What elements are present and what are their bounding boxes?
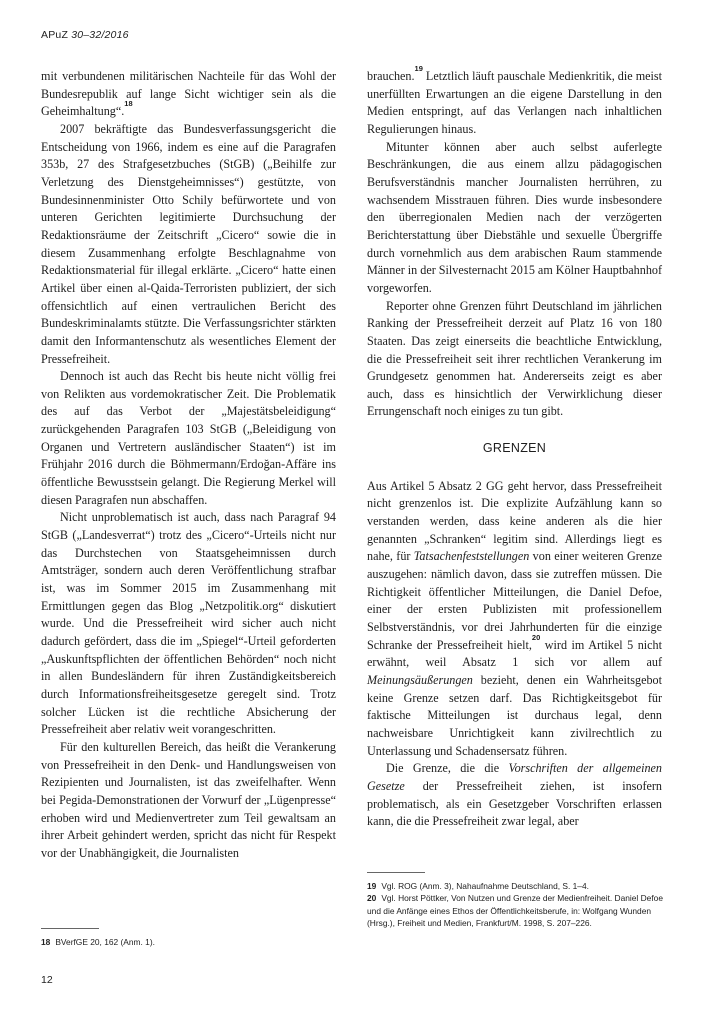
right-column	[367, 63, 663, 831]
paragraph: brauchen.$^{19}$ Letztlich läuft pauschale Medienkritik, die meist unerfüllten Erwartungen an die eigene Darstellung in den Medien entspringt, auf das Verlangen nach inhaltlichen Regulierungen hinaus.	[367, 63, 662, 136]
footnote-divider	[367, 872, 425, 873]
footnote: 20 Vgl. Horst Pöttker, Von Nutzen und Grenze der Medienfreiheit. Daniel Defoe und die Anfänge eines Ethos der Öffentlichkeitsberufe, in: Wolfgang Wunden (Hrsg.), Freiheit und Medien, Frankfurt/M. 1998, S. 207–226.	[367, 893, 663, 929]
paragraph: Nicht unproblematisch ist auch, dass nach Paragraf 94 StGB („Landesverrat“) trotz des „Cicero“-Urteils nicht nur das Durchstechen von Staatsgeheimnissen durch Amtsträger, sondern auch deren Veröffentlichung strafbar ist, was im Sommer 2015 im Zusammenhang mit Ermittlungen gegen das Blog „Netzpolitik.org“ diskutiert wurde. Und die Pressefreiheit wird sicher auch nicht dadurch gefördert, dass die im „Spiegel“-Urteil geforderten „Auskunftspflichten der öffentlichen Behörden“ noch nicht in allen Bundesländern für ihren Zuständigkeitsbereich durch Informationsfreiheitsgesetze geregelt sind. Trotz solcher Lücken ist die rechtliche Absicherung der Pressefreiheit aber relativ weit vorangeschritten.	[41, 510, 336, 737]
footnote-ref[interactable]: 20	[531, 632, 541, 642]
paragraph: Aus Artikel 5 Absatz 2 GG geht hervor, dass Pressefreiheit nicht grenzenlos ist. Die explizite Aufzählung kann so verstanden werden, dass keine anderen als die hier genannten „Schranken“ legitim sind. Allerdings liegt es nahe, für Tatsachenfeststellungen von einer weiteren Grenze auszugehen: nämlich davon, dass sie zutreffen müssen. Die Richtigkeit öffentlicher Mitteilungen, die Daniel Defoe, einer der ersten Publizisten mit professionellem Selbstverständnis, vor drei Jahrhunderten für die einzige Schranke der Pressefreiheit hielt,$^{20}$ wird im Artikel 5 nicht erwähnt, weil Absatz 1 sich vor allem auf Meinungsäußerungen bezieht, denen ein Wahrheitsgebot keine Grenze setzen darf. Das Richtigkeitsgebot für faktische Mitteilungen ist durchaus legal, denn nachweisbare Unrichtigkeit kann zivilrechtlich zu Unterlassung und Schadensersatz führen.	[367, 478, 662, 758]
paragraph: 2007 bekräftigte das Bundesverfassungsgericht die Entscheidung von 1966, indem es eine auf die Paragrafen 353b, 27 des Strafgesetzbuches (StGB) („Beihilfe zur Verletzung des Dienstgeheimnisses“) gestützte, von Bundesinnenminister Otto Schily befürwortete und von unteren Gerichten legitimierte Durchsuchung der Redaktionsräume der Zeitschrift „Cicero“ sowie die in diesem Zusammenhang erfolgte Beschlagnahme von Redaktionsmaterial für illegal erklärte. „Cicero“ hatte einen Artikel über einen al-Qaida-Terroristen publiziert, der sich offensichtlich auf einen vertraulichen Bericht des Bundeskriminalamts stützte. Die Verfassungsrichter stärkten damit den Informantenschutz als wesentliches Element der Pressefreiheit.	[41, 121, 336, 366]
footnotes-right	[367, 880, 667, 930]
section-heading: GRENZEN	[482, 441, 547, 456]
paragraph: Reporter ohne Grenzen führt Deutschland im jährlichen Ranking der Pressefreiheit derzeit auf Platz 16 von 180 Staaten. Das zeigt einerseits die beachtliche Entwicklung, die die Pressefreiheit seit ihrer rechtlichen Verankerung im Grundgesetz genommen hat. Andererseits zeigt es aber auch, dass es hinsichtlich der Verwirklichung dieser Errungenschaft noch einiges zu tun gibt.	[367, 298, 662, 419]
paragraph: Dennoch ist auch das Recht bis heute nicht völlig frei von Relikten aus vordemokratischer Zeit. Die Problematik des auf das Verbot der „Majestätsbeleidigung“ zurückgehenden Paragrafen 103 StGB („Beleidigung von Organen und Vertretern ausländischer Staaten“) ist im Frühjahr 2016 durch die Böhmermann/Erdoğan-Affäre ins öffentliche Bewusstsein gelangt. Die Regierung Merkel will diesen Paragrafen nun abschaffen.	[41, 369, 336, 507]
paragraph: Mitunter können aber auch selbst auferlegte Beschränkungen, die aus einem allzu pädagogischen Berufsverständnis mancher Journalisten herrühren, zu wachsendem Misstrauen führen. Dies wurde insbesondere den überregionalen Medien nach der verzögerten Berichterstattung über Diebstähle und sexuelle Übergriffe durch vornehmlich aus dem arabischen Raum stammende Männer in der Silvesternacht 2015 am Kölner Hauptbahnhof vorgeworfen.	[367, 139, 663, 295]
footnote-ref[interactable]: 18	[124, 99, 133, 109]
paragraph: Für den kulturellen Bereich, das heißt die Verankerung von Pressefreiheit in den Denk- und Handlungsweisen von Rezipienten und Journalisten, ist das zweifelhafter. Wenn bei Pegida-Demonstrationen der Vorwurf der „Lügenpresse“ erhoben wird und Medienvertreter zum Teil gewaltsam an ihrer Arbeit gehindert werden, spricht das nicht für Respekt vor der Unabhängigkeit, die Journalisten	[41, 739, 336, 860]
journal-name: APuZ	[41, 29, 69, 41]
footnote: 18 BVerfGE 20, 162 (Anm. 1).	[41, 937, 155, 947]
running-header	[41, 29, 129, 41]
paragraph: Die Grenze, die die Vorschriften der allgemeinen Gesetze der Pressefreiheit ziehen, ist insofern problematisch, als ein Gesetzgeber Vorschriften erlassen kann, die die Pressefreiheit zwar legal, aber	[367, 761, 662, 829]
footnote-ref[interactable]: 19	[414, 63, 423, 73]
issue-number: 30–32/2016	[71, 29, 129, 41]
footnotes-left	[41, 936, 336, 948]
left-column	[41, 68, 336, 863]
page-number: 12	[41, 974, 53, 986]
footnote-divider	[41, 928, 99, 929]
paragraph: mit verbundenen militärischen Nachteile für das Wohl der Bundesrepublik auf lange Sicht wichtiger sein als die Geheimhaltung“.$^{18}$	[41, 69, 336, 119]
footnote: 19 Vgl. ROG (Anm. 3), Nahaufnahme Deutschland, S. 1–4.	[367, 881, 589, 891]
